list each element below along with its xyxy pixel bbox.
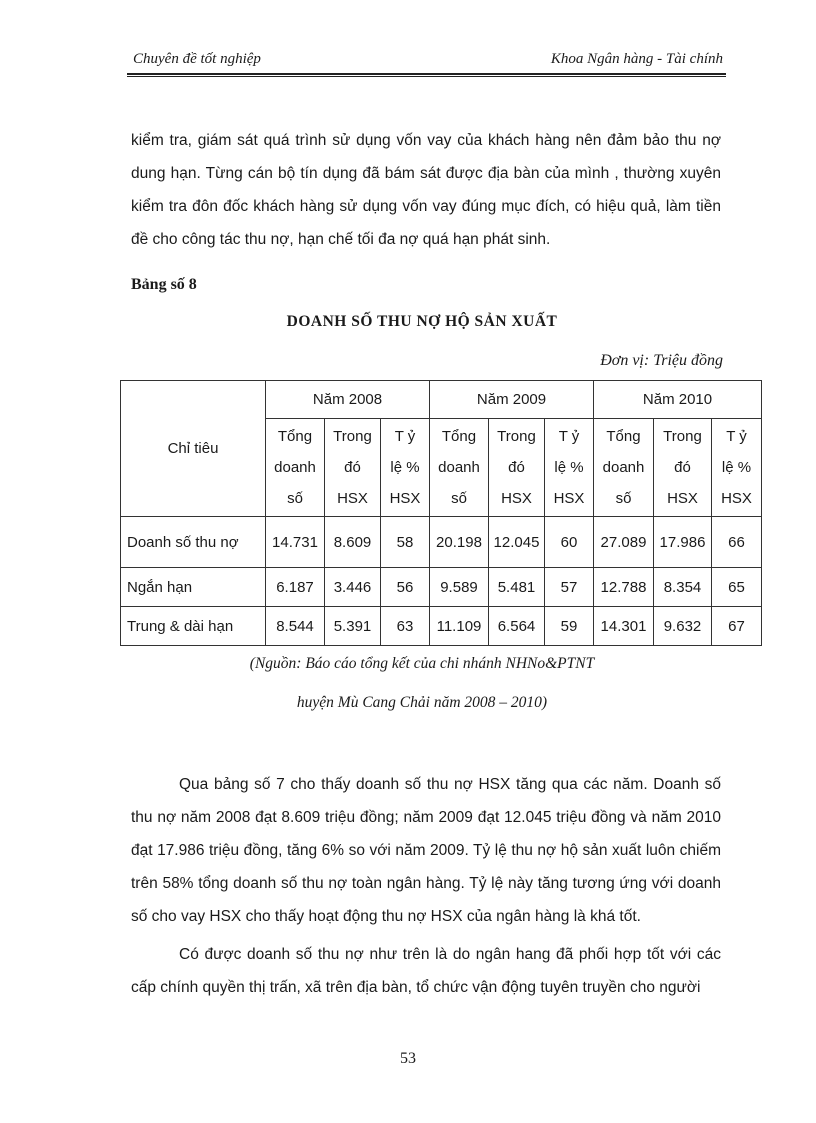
subheader-hsx: Trong đó HSX xyxy=(489,419,545,517)
table-cell: 63 xyxy=(381,607,430,646)
subheader-total: Tổng doanh số xyxy=(430,419,489,517)
header-rule xyxy=(127,73,726,75)
year-cell: Năm 2009 xyxy=(430,381,594,419)
table-cell: 9.589 xyxy=(430,568,489,607)
subheader-total: Tổng doanh số xyxy=(266,419,325,517)
table-cell: 8.609 xyxy=(325,517,381,568)
table-cell: 59 xyxy=(545,607,594,646)
table-cell: 5.391 xyxy=(325,607,381,646)
year-cell: Năm 2010 xyxy=(594,381,762,419)
table-label: Bảng số 8 xyxy=(131,276,197,293)
table-cell: 17.986 xyxy=(654,517,712,568)
subheader-ratio: T ỷ lệ % HSX xyxy=(712,419,762,517)
header-rule-thin xyxy=(127,76,726,77)
table-row xyxy=(121,517,762,568)
table-cell: 12.788 xyxy=(594,568,654,607)
table-cell: 14.731 xyxy=(266,517,325,568)
row-label: Ngắn hạn xyxy=(121,568,266,607)
table-row xyxy=(121,568,762,607)
table-cell: 12.045 xyxy=(489,517,545,568)
data-table xyxy=(120,380,762,646)
source-note-line2: huyện Mù Cang Chải năm 2008 – 2010) xyxy=(296,694,548,711)
row-label: Trung & dài hạn xyxy=(121,607,266,646)
table-cell: 14.301 xyxy=(594,607,654,646)
table-cell: 65 xyxy=(712,568,762,607)
table-cell: 5.481 xyxy=(489,568,545,607)
table-cell: 57 xyxy=(545,568,594,607)
subheader-total: Tổng doanh số xyxy=(594,419,654,517)
row-label: Doanh số thu nợ xyxy=(121,517,266,568)
subheader-ratio: T ỷ lệ % HSX xyxy=(381,419,430,517)
source-note-line1: (Nguồn: Báo cáo tổng kết của chi nhánh NHNo&PTNT xyxy=(249,655,595,672)
table-cell: 6.187 xyxy=(266,568,325,607)
table-cell: 20.198 xyxy=(430,517,489,568)
table-cell: 3.446 xyxy=(325,568,381,607)
table-cell: 66 xyxy=(712,517,762,568)
table-row xyxy=(121,607,762,646)
year-cell: Năm 2008 xyxy=(266,381,430,419)
table-cell: 56 xyxy=(381,568,430,607)
page-header xyxy=(133,51,723,68)
table-cell: 6.564 xyxy=(489,607,545,646)
table-cell: 58 xyxy=(381,517,430,568)
table-year-row xyxy=(121,381,762,419)
table-cell: 8.544 xyxy=(266,607,325,646)
row-header-cell: Chỉ tiêu xyxy=(121,381,266,517)
header-right: Khoa Ngân hàng - Tài chính xyxy=(550,51,723,67)
table-title: DOANH SỐ THU NỢ HỘ SẢN XUẤT xyxy=(286,313,558,330)
page-number: 53 xyxy=(400,1050,416,1067)
paragraph-2: Qua bảng số 7 cho thấy doanh số thu nợ HSX tăng qua các năm. Doanh số thu nợ năm 2008 đạt 8.609 triệu đồng; năm 2009 đạt 12.045 triệu đồng và năm 2010 đạt 17.986 triệu đồng, tăng 6% so với năm 2009. Tỷ lệ thu nợ hộ sản xuất luôn chiếm trên 58% tổng doanh số thu nợ toàn ngân hàng. Tỷ lệ này tăng tương ứng với doanh số cho vay HSX cho thấy hoạt động thu nợ HSX của ngân hàng là khá tốt. xyxy=(131,776,721,925)
table-cell: 8.354 xyxy=(654,568,712,607)
subheader-hsx: Trong đó HSX xyxy=(325,419,381,517)
table-cell: 67 xyxy=(712,607,762,646)
table-cell: 27.089 xyxy=(594,517,654,568)
table-cell: 9.632 xyxy=(654,607,712,646)
paragraph-1: kiểm tra, giám sát quá trình sử dụng vốn vay của khách hàng nên đảm bảo thu nợ dung hạn. Từng cán bộ tín dụng đã bám sát được địa bàn của mình , thường xuyên kiểm tra đôn đốc khách hàng sử dụng vốn vay đúng mục đích, có hiệu quả, làm tiền đề cho công tác thu nợ, hạn chế tối đa nợ quá hạn phát sinh. xyxy=(131,132,721,248)
table-cell: 60 xyxy=(545,517,594,568)
table-cell: 11.109 xyxy=(430,607,489,646)
header-left: Chuyên đề tốt nghiệp xyxy=(133,51,261,67)
subheader-hsx: Trong đó HSX xyxy=(654,419,712,517)
table-unit: Đơn vị: Triệu đồng xyxy=(600,352,723,369)
paragraph-3: Có được doanh số thu nợ như trên là do ngân hang đã phối hợp tốt với các cấp chính quyền thị trấn, xã trên địa bàn, tổ chức vận động tuyên truyền cho người xyxy=(131,946,721,996)
subheader-ratio: T ỷ lệ % HSX xyxy=(545,419,594,517)
